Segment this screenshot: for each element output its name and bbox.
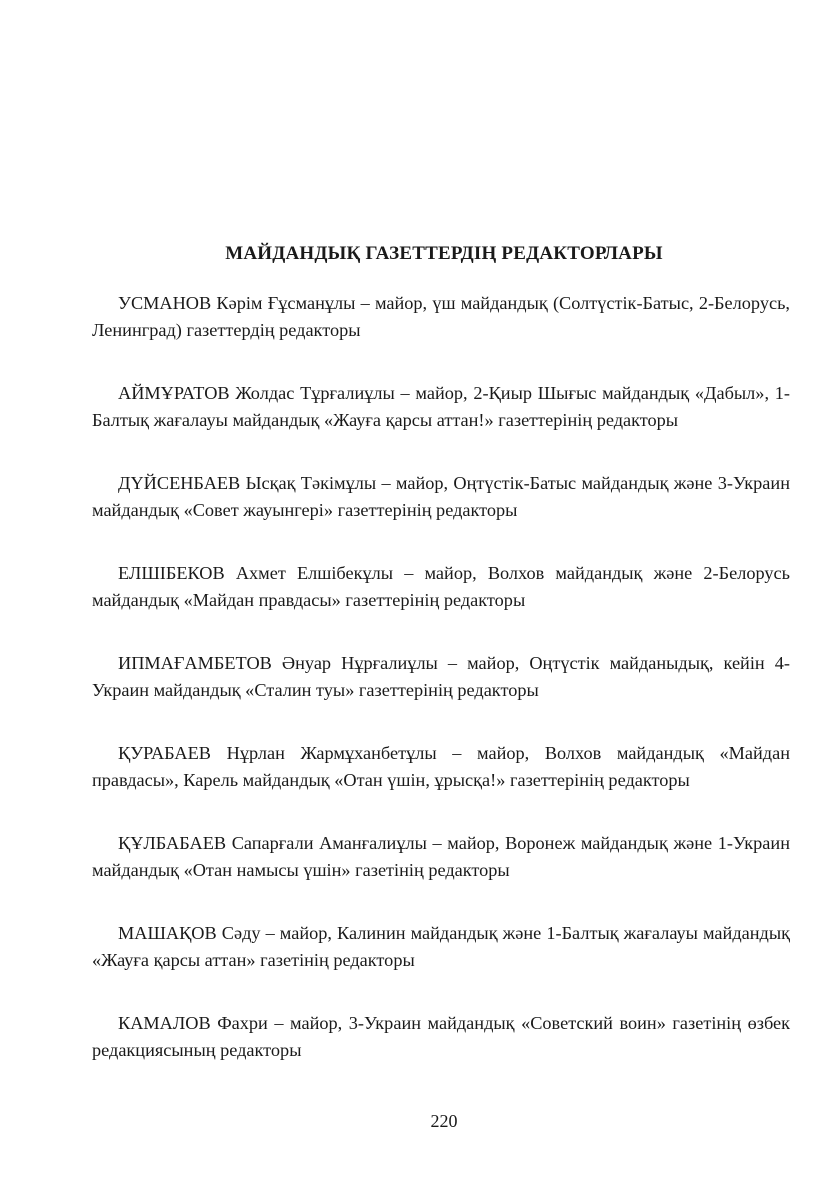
editor-surname: УСМАНОВ <box>118 293 212 313</box>
editors-list <box>92 290 790 1100</box>
editor-description: Әнуар Нұрғалиұлы – майор, Оңтүстік майданыдық, кейін 4-Украин майдандық «Сталин туы» газеттерінің редакторы <box>92 653 790 700</box>
editor-surname: ИПМАҒАМБЕТОВ <box>118 653 272 673</box>
editor-entry <box>92 740 790 794</box>
editor-description: Сапарғали Аманғалиұлы – майор, Воронеж майдандық және 1-Украин майдандық «Отан намысы үшін» газетінің редакторы <box>92 833 790 880</box>
editor-surname: МАШАҚОВ <box>118 923 217 943</box>
editor-surname: АЙМҰРАТОВ <box>118 383 230 403</box>
editor-description: Кәрім Ғұсманұлы – майор, үш майдандық (Солтүстік-Батыс, 2-Белорусь, Ленинград) газеттердің редакторы <box>92 293 790 340</box>
editor-entry <box>92 470 790 524</box>
editor-entry <box>92 830 790 884</box>
editor-surname: ҚУРАБАЕВ <box>118 743 211 763</box>
editor-description: Нұрлан Жармұханбетұлы – майор, Волхов майдандық «Майдан правдасы», Карель майдандық «Отан үшін, ұрысқа!» газеттерінің редакторы <box>92 743 790 790</box>
editor-description: Сәду – майор, Калинин майдандық және 1-Балтық жағалауы майдандық «Жауға қарсы аттан» газетінің редакторы <box>92 923 790 970</box>
editor-entry <box>92 380 790 434</box>
editor-entry <box>92 1010 790 1064</box>
editor-description: Фахри – майор, 3-Украин майдандық «Советский воин» газетінің өзбек редакциясының редакторы <box>92 1013 790 1060</box>
page-number: 220 <box>430 1111 458 1131</box>
editor-entry <box>92 290 790 344</box>
page-title: МАЙДАНДЫҚ ГАЗЕТТЕРДІҢ РЕДАКТОРЛАРЫ <box>225 243 663 264</box>
editor-entry <box>92 920 790 974</box>
editor-surname: ЕЛШІБЕКОВ <box>118 563 225 583</box>
editor-description: Ахмет Елшібекұлы – майор, Волхов майдандық және 2-Белорусь майдандық «Майдан правдасы» газеттерінің редакторы <box>92 563 790 610</box>
editor-entry <box>92 560 790 614</box>
editor-entry <box>92 650 790 704</box>
editor-surname: КАМАЛОВ <box>118 1013 211 1033</box>
editor-surname: ҚҰЛБАБАЕВ <box>118 833 227 853</box>
editor-description: Жолдас Тұрғалиұлы – майор, 2-Қиыр Шығыс майдандық «Дабыл», 1-Балтық жағалауы майдандық «Жауға қарсы аттан!» газеттерінің редакторы <box>92 383 790 430</box>
editor-surname: ДҮЙСЕНБАЕВ <box>118 473 241 493</box>
editor-description: Ысқақ Тәкімұлы – майор, Оңтүстік-Батыс майдандық және 3-Украин майдандық «Совет жауынгері» газеттерінің редакторы <box>92 473 790 520</box>
